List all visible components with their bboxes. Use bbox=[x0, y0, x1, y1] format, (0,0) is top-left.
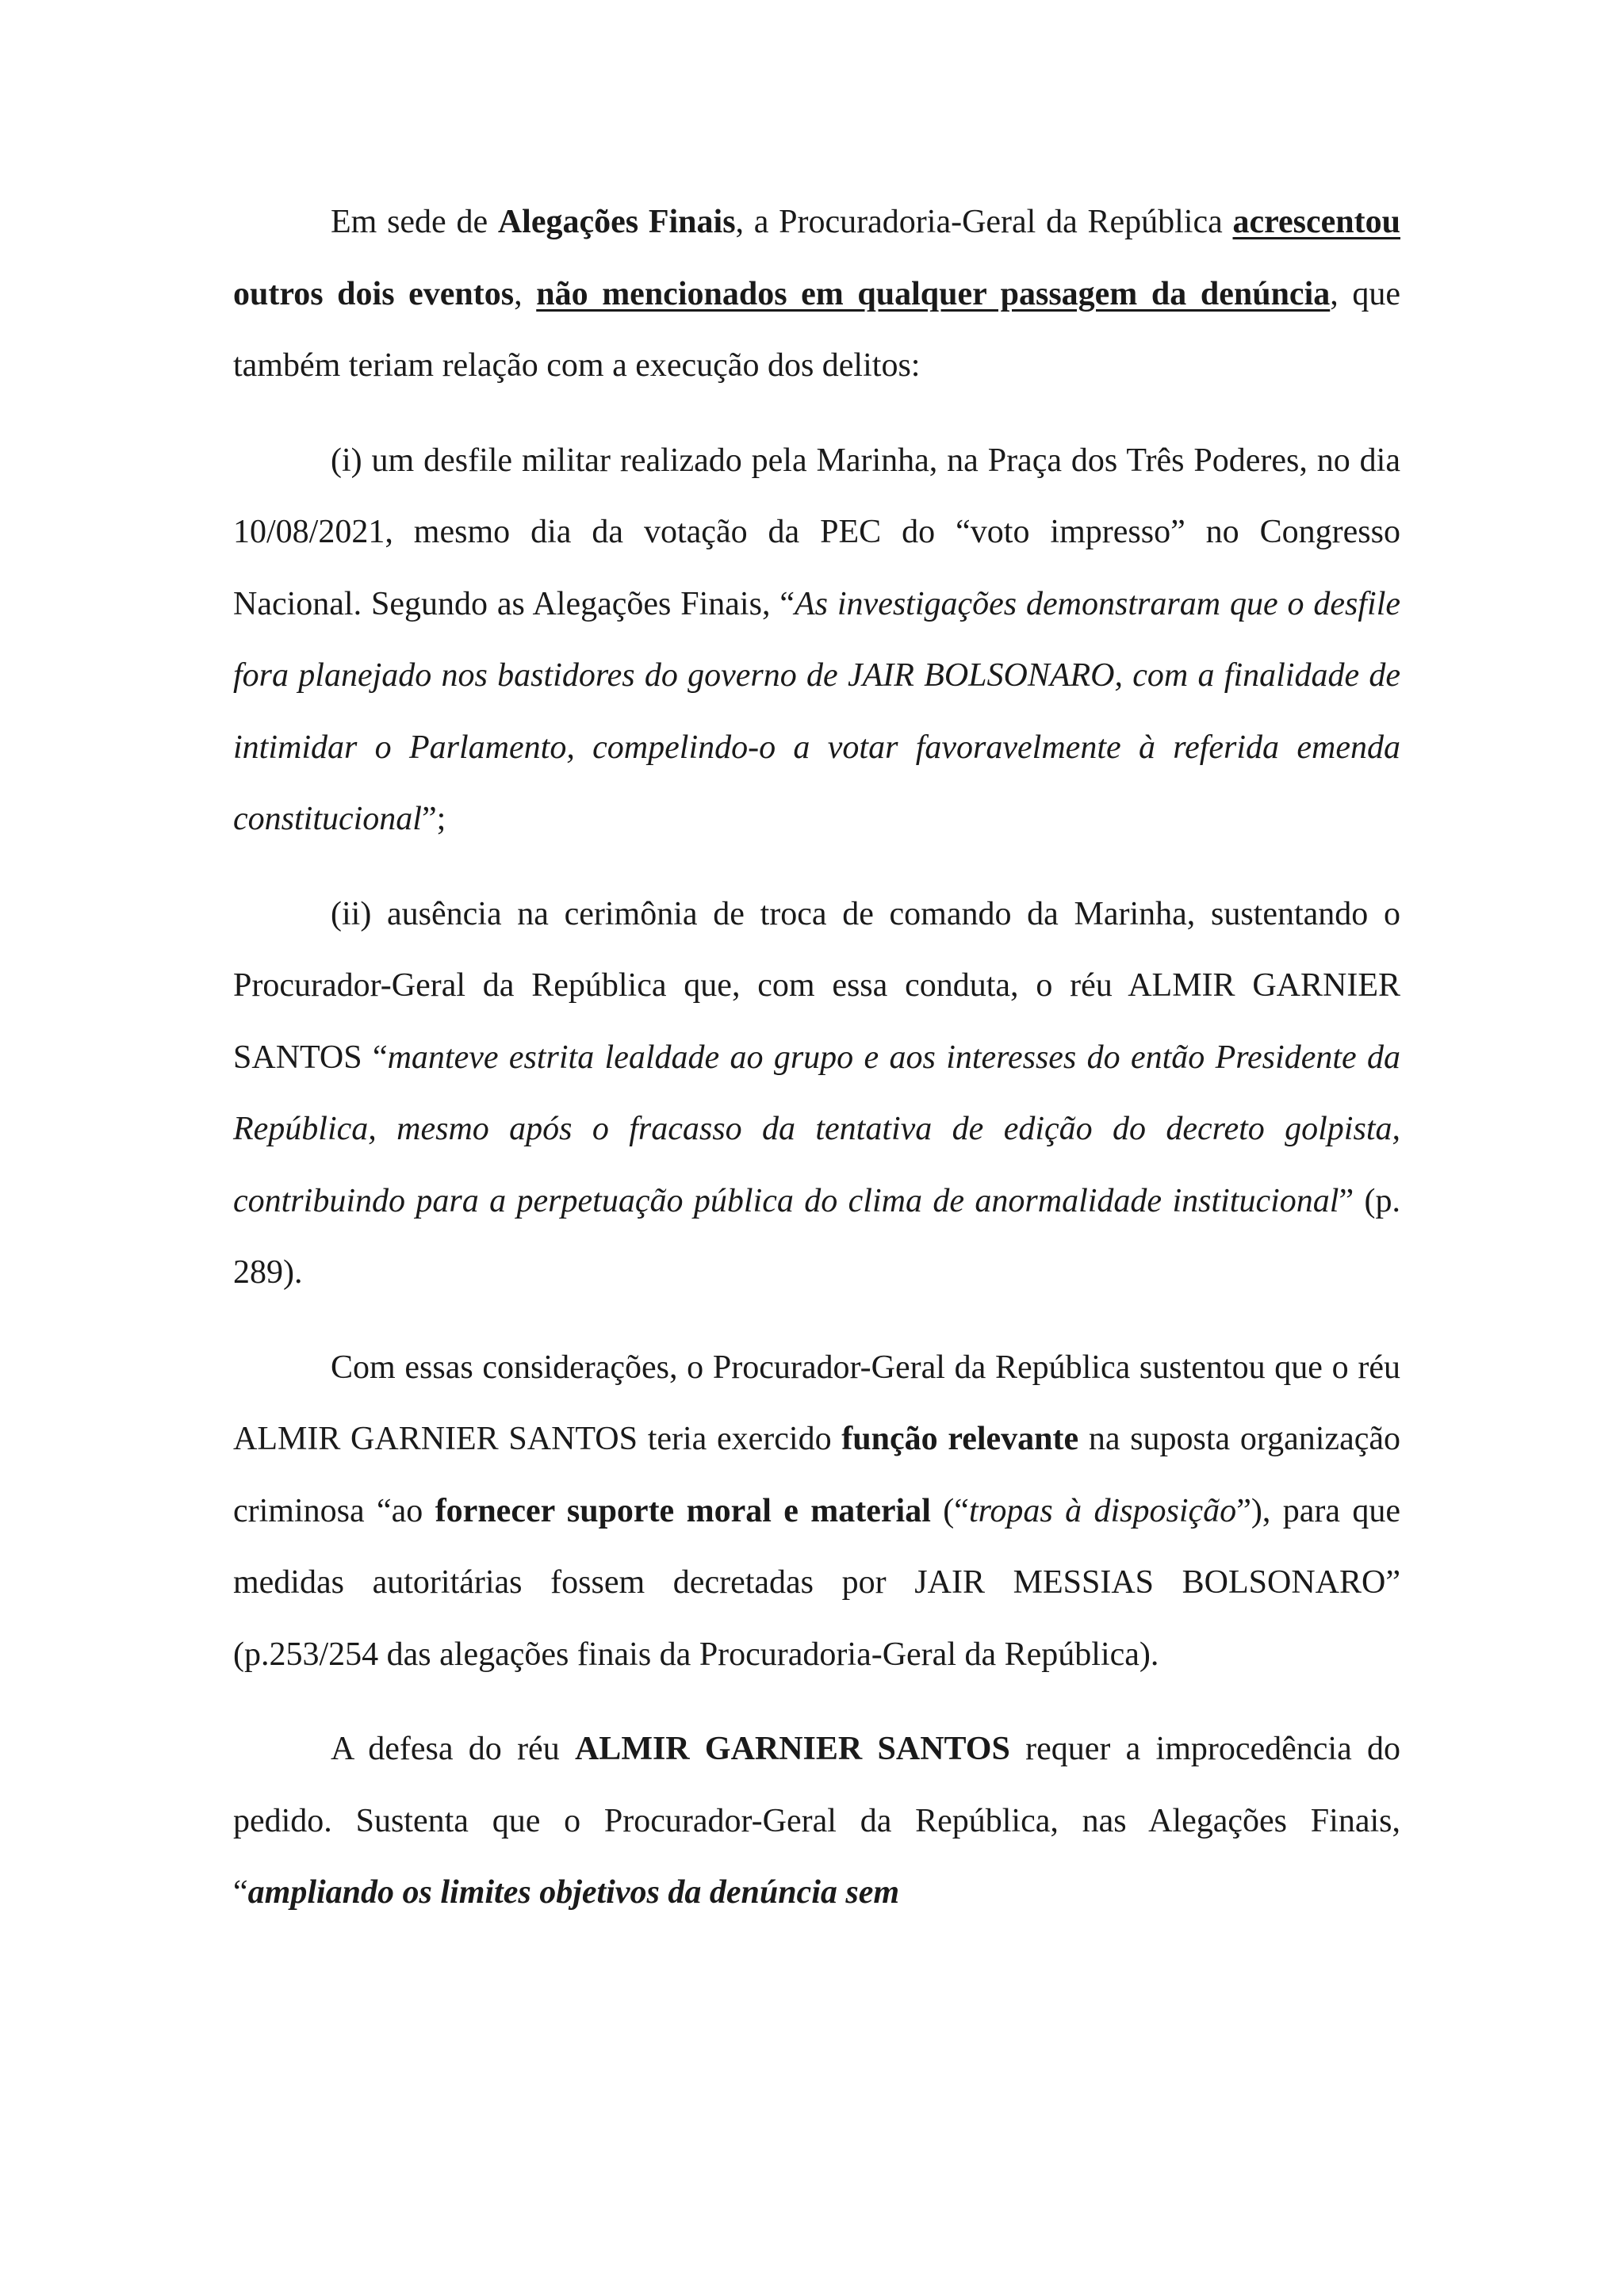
text-segment: ALMIR GARNIER SANTOS bbox=[574, 1731, 1010, 1767]
text-segment: As investigações demonstraram que o desfile fora planejado nos bastidores do governo de JAIR BOLSONARO, com a finalidade de intimidar o Parlamento, compelindo-o a votar favoravelmente à referida emenda constitucional bbox=[233, 585, 1401, 837]
text-segment: Alegações Finais bbox=[497, 204, 736, 240]
paragraph-consideracoes bbox=[233, 1332, 1400, 1691]
text-segment: requer a improcedência do pedido. Sustenta que o Procurador-Geral da República, nas Alegações Finais, “ bbox=[233, 1731, 1400, 1911]
text-segment: tropas à disposição bbox=[968, 1492, 1237, 1529]
text-segment: ”), para que medidas autoritárias fossem decretadas por JAIR MESSIAS BOLSONARO” (p.253/254 das alegações finais da Procuradoria-Geral da República). bbox=[233, 1492, 1401, 1673]
text-segment: acrescentou bbox=[1232, 204, 1400, 240]
text-segment: ampliando os limites objetivos da denúncia sem bbox=[247, 1874, 900, 1911]
text-segment: A defesa do réu bbox=[331, 1731, 575, 1767]
paragraph-item-ii-ausencia bbox=[233, 878, 1400, 1309]
text-segment: (ii) ausência na cerimônia de troca de comando da Marinha, sustentando o Procurador-Geral da República que, com essa conduta, o réu ALMIR GARNIER SANTOS “ bbox=[233, 895, 1400, 1076]
paragraph-alegacoes-finais bbox=[233, 186, 1400, 402]
text-segment: (i) um desfile militar realizado pela Marinha, na Praça dos Três Poderes, no dia 10/08/2021, mesmo dia da votação da PEC do “voto impresso” no Congresso Nacional. Segundo as Alegações Finais, “ bbox=[233, 442, 1400, 622]
text-segment: (“ bbox=[930, 1492, 969, 1529]
text-segment: ”; bbox=[421, 801, 446, 837]
text-segment: outros dois eventos bbox=[233, 275, 515, 312]
text-segment: função relevante bbox=[841, 1421, 1079, 1457]
text-segment: na suposta organização criminosa “ao bbox=[233, 1421, 1400, 1529]
text-segment: fornecer suporte moral e material bbox=[435, 1492, 931, 1529]
text-segment: , a Procuradoria-Geral da República bbox=[735, 204, 1233, 240]
document-page bbox=[233, 186, 1400, 1929]
paragraph-defesa bbox=[233, 1713, 1400, 1929]
text-segment: ” (p. 289). bbox=[233, 1182, 1400, 1291]
text-segment: Com essas considerações, o Procurador-Geral da República sustentou que o réu ALMIR GARNIER SANTOS teria exercido bbox=[233, 1349, 1400, 1457]
text-segment: , que também teriam relação com a execução dos delitos: bbox=[233, 275, 1400, 384]
paragraph-item-i-desfile bbox=[233, 425, 1400, 855]
text-segment: , bbox=[514, 275, 537, 312]
text-segment: Em sede de bbox=[331, 204, 498, 240]
text-segment: manteve estrita lealdade ao grupo e aos interesses do então Presidente da República, mesmo após o fracasso da tentativa de edição do decreto golpista, contribuindo para a perpetuação pública do clima de anormalidade institucional bbox=[233, 1039, 1400, 1219]
text-segment: não mencionados em qualquer passagem da denúncia bbox=[536, 275, 1331, 312]
